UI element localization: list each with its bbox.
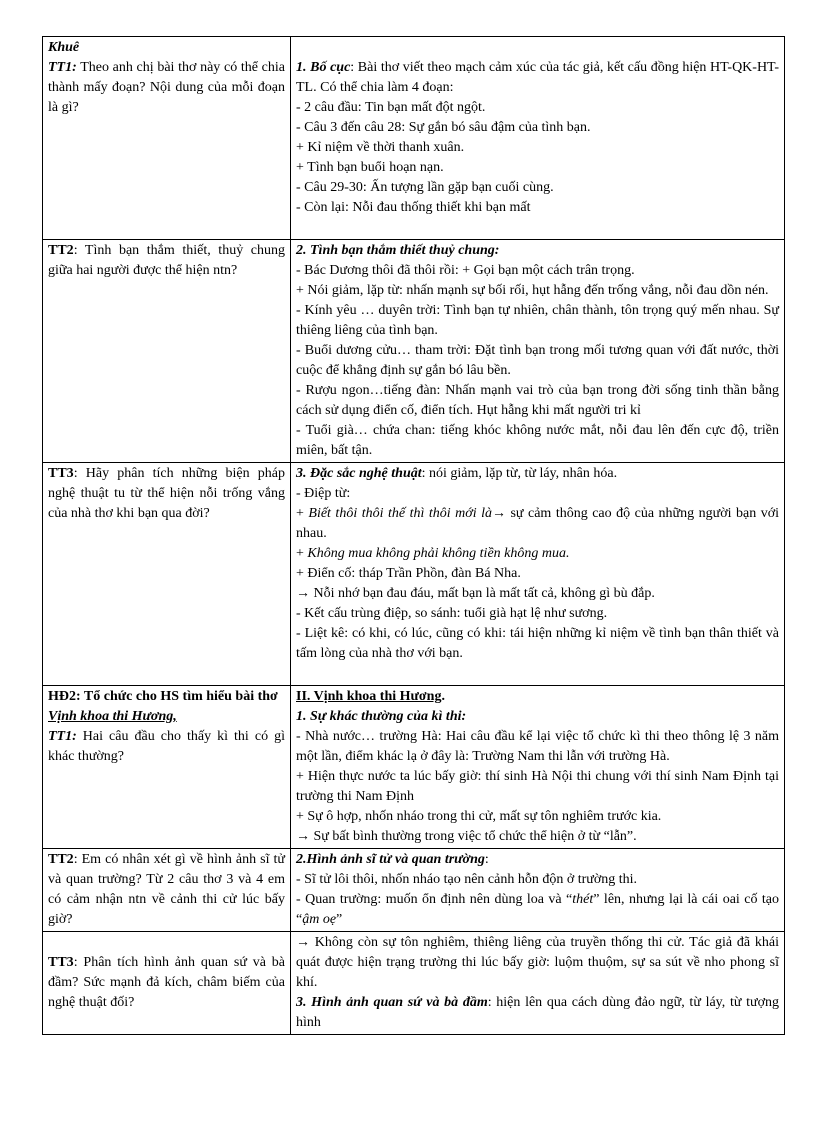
list-item: → Nỗi nhớ bạn đau đáu, mất bạn là mất tất cả, không gì bù đắp. xyxy=(296,586,655,601)
content-cell xyxy=(291,849,785,932)
list-item: - Câu 3 đến câu 28: Sự gắn bó sâu đậm của tình bạn. xyxy=(296,120,591,135)
activity-cell xyxy=(43,240,291,463)
list-item: + Không mua không phải không tiền không mua. xyxy=(296,546,570,561)
table-row xyxy=(43,463,785,686)
list-item: - Bác Dương thôi đã thôi rồi: + Gọi bạn một cách trân trọng. xyxy=(296,263,635,278)
list-item: + Kỉ niệm về thời thanh xuân. xyxy=(296,140,465,155)
section-quan-su: 3. Hình ảnh quan sứ và bà đầm: hiện lên qua cách dùng đảo ngữ, từ láy, từ tượng hình xyxy=(296,995,779,1030)
content-cell xyxy=(291,463,785,686)
table-row xyxy=(43,849,785,932)
list-item: → Không còn sự tôn nghiêm, thiêng liêng của truyền thống thi cử. Tác giả đã khái quát được hiện trạng trường thi lúc bấy giờ: luộm thuộm, sự sa sút về nho phong sĩ khí. xyxy=(296,935,779,990)
list-item: - Quan trường: muốn ổn định nên dùng loa và “thét” lên, nhưng lại là cái oai cố tạo “ậm oẹ” xyxy=(296,892,779,927)
activity-cell xyxy=(43,849,291,932)
content-cell xyxy=(291,37,785,240)
list-item: - Rượu ngon…tiếng đàn: Nhấn mạnh vai trò của bạn trong đời sống tinh thần bằng cách sử dụng điển cố, điển tích. Hụt hẫng khi mất người tri kỉ xyxy=(296,383,779,418)
list-item: - Tuổi già… chứa chan: tiếng khóc không nước mắt, nỗi đau lên đến cực độ, triền miên, bất tận. xyxy=(296,423,779,458)
list-item: - 2 câu đầu: Tin bạn mất đột ngột. xyxy=(296,100,486,115)
list-item: → Sự bất bình thường trong việc tổ chức thể hiện ở từ “lẫn”. xyxy=(296,829,637,844)
table-row xyxy=(43,932,785,1035)
question-tt3: TT3: Hãy phân tích những biện pháp nghệ thuật tu từ thể hiện nỗi trống vắng của nhà thơ khi bạn qua đời? xyxy=(48,466,285,521)
list-item: - Câu 29-30: Ấn tượng lần gặp bạn cuối cùng. xyxy=(296,180,554,195)
activity-cell xyxy=(43,686,291,849)
list-item: - Sĩ tử lôi thôi, nhốn nháo tạo nên cảnh hỗn độn ở trường thi. xyxy=(296,872,638,887)
content-cell xyxy=(291,932,785,1035)
table-row xyxy=(43,37,785,240)
list-item: - Nhà nước… trường Hà: Hai câu đầu kể lại việc tổ chức kì thi theo thông lệ 3 năm một lần, điểm khác lạ ở đây là: Trường Nam thi lẫn với trường Hà. xyxy=(296,729,779,764)
list-item: + Nói giảm, lặp từ: nhấn mạnh sự bối rối, hụt hẫng đến trống vắng, nỗi đau dồn nén. xyxy=(296,283,769,298)
lesson-table xyxy=(42,36,785,1035)
list-item: + Hiện thực nước ta lúc bấy giờ: thí sinh Hà Nội thi chung với thí sinh Nam Định tại trường thi Nam Định xyxy=(296,769,779,804)
list-item: - Điệp từ: xyxy=(296,486,351,501)
hd2-heading: HĐ2: Tổ chức cho HS tìm hiểu bài thơ Vịnh khoa thi Hương, xyxy=(48,689,278,724)
activity-cell xyxy=(43,463,291,686)
list-item: - Buổi dương cửu… tham trời: Đặt tình bạn trong mối tương quan với đất nước, thời cuộc để khẳng định sự gắn bó lâu bền. xyxy=(296,343,779,378)
table-row xyxy=(43,686,785,849)
list-item: - Còn lại: Nỗi đau thống thiết khi bạn mất xyxy=(296,200,531,215)
list-item: + Biết thôi thôi thế thì thôi mới là→ sự cảm thông cao độ của những người bạn với nhau. xyxy=(296,506,779,541)
section-khac-thuong: 1. Sự khác thường của kì thi: xyxy=(296,709,467,724)
section-bo-cuc: 1. Bố cục: Bài thơ viết theo mạch cảm xúc của tác giả, kết cấu đồng hiện HT-QK-HT-TL. Có thể chia làm 4 đoạn: xyxy=(296,60,779,95)
section-vinh-khoa-thi: II. Vịnh khoa thi Hương. xyxy=(296,689,445,704)
activity-cell xyxy=(43,37,291,240)
list-item: - Kết cấu trùng điệp, so sánh: tuổi già hạt lệ như sương. xyxy=(296,606,608,621)
question-tt1: TT1: Theo anh chị bài thơ này có thể chia thành mấy đoạn? Nội dung của mỗi đoạn là gì? xyxy=(48,60,285,115)
section-nghe-thuat: 3. Đặc sắc nghệ thuật: nói giảm, lặp từ, từ láy, nhân hóa. xyxy=(296,466,618,481)
question-tt1b: TT1: Hai câu đầu cho thấy kì thi có gì khác thường? xyxy=(48,729,285,764)
activity-cell xyxy=(43,932,291,1035)
question-tt3b: TT3: Phân tích hình ảnh quan sứ và bà đầm? Sức mạnh đả kích, châm biếm của nghệ thuật đối? xyxy=(48,955,285,1010)
list-item: + Sự ô hợp, nhốn nháo trong thi cử, mất sự tôn nghiêm trước kia. xyxy=(296,809,662,824)
list-item: - Kính yêu … duyên trời: Tình bạn tự nhiên, chân thành, tôn trọng quý mến nhau. Sự thiêng liêng của tình bạn. xyxy=(296,303,779,338)
content-cell xyxy=(291,686,785,849)
question-tt2b: TT2: Em có nhân xét gì về hình ảnh sĩ tử và quan trường? Từ 2 câu thơ 3 và 4 em có cảm nhận ntn về cảnh thi cử lúc bấy giờ? xyxy=(48,852,285,927)
section-tinh-ban: 2. Tình bạn thắm thiết thuỷ chung: xyxy=(296,243,500,258)
question-tt2: TT2: Tình bạn thắm thiết, thuỷ chung giữa hai người được thể hiện ntn? xyxy=(48,243,285,278)
list-item: - Liệt kê: có khi, có lúc, cũng có khi: tái hiện những kỉ niệm về tình bạn thân thiết và tấm lòng của nhà thơ với bạn. xyxy=(296,626,779,661)
khue-label: Khuê xyxy=(48,40,80,55)
content-cell xyxy=(291,240,785,463)
section-si-tu: 2.Hình ảnh sĩ tử và quan trường: xyxy=(296,852,489,867)
table-row xyxy=(43,240,785,463)
list-item: + Tình bạn buổi hoạn nạn. xyxy=(296,160,444,175)
list-item: + Điển cố: tháp Trần Phồn, đàn Bá Nha. xyxy=(296,566,521,581)
